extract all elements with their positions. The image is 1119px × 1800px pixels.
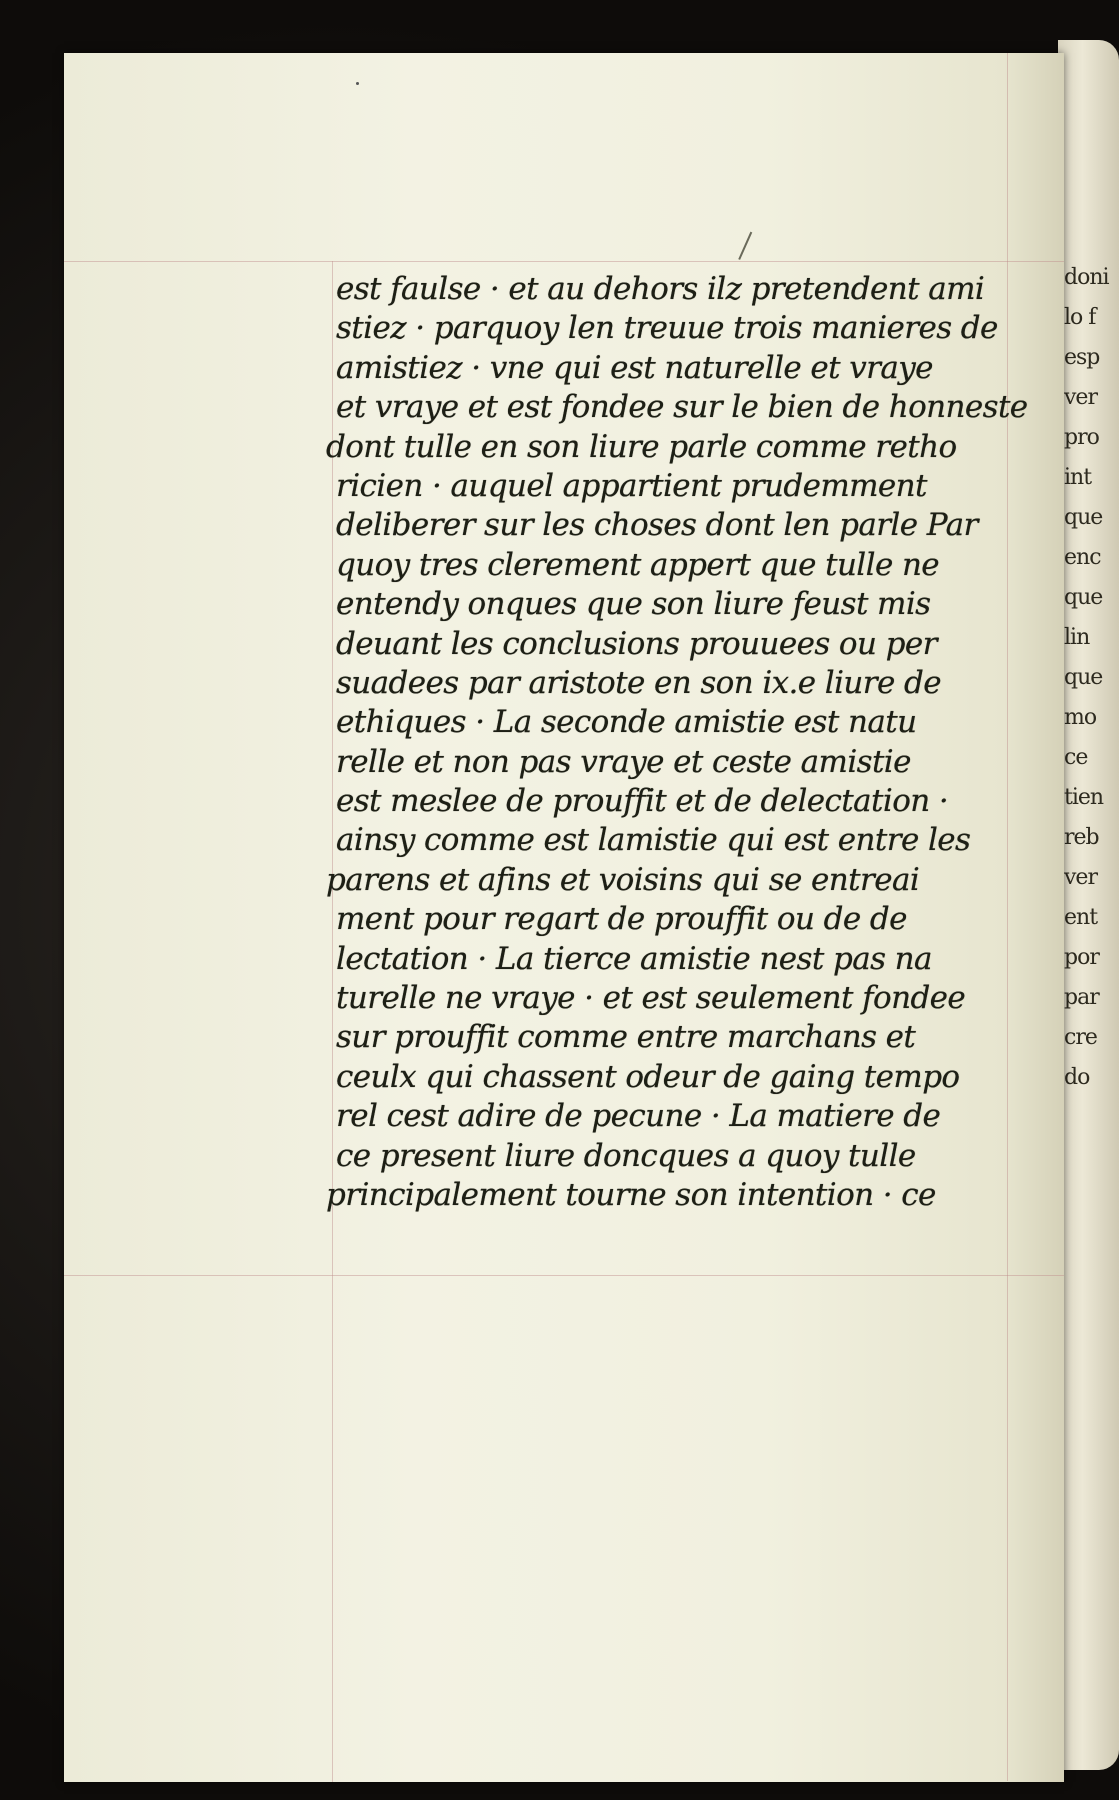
facing-page-fragment: por xyxy=(1064,945,1099,970)
facing-page-fragment: pro xyxy=(1064,425,1099,450)
manuscript-line: deuant les conclusions prouuees ou per xyxy=(336,625,937,662)
facing-page-fragment: mo xyxy=(1064,705,1097,730)
manuscript-line: suadees par aristote en son ix.e liure de xyxy=(336,664,941,701)
manuscript-line: est meslee de prouffit et de delectation · xyxy=(336,783,949,820)
manuscript-line: ment pour regart de prouffit ou de de xyxy=(336,901,907,938)
ruling-line-left xyxy=(332,261,333,1782)
manuscript-line: ceulx qui chassent odeur de gaing tempo xyxy=(336,1058,960,1095)
manuscript-line: sur prouffit comme entre marchans et xyxy=(336,1019,916,1056)
facing-page-fragment: int xyxy=(1064,465,1092,490)
facing-page-fragment: ver xyxy=(1064,385,1097,410)
facing-page-fragment: que xyxy=(1064,585,1103,610)
facing-page-fragment: que xyxy=(1064,505,1103,530)
facing-page-edge xyxy=(1058,40,1119,1770)
manuscript-line: entendy onques que son liure feust mis xyxy=(336,586,931,623)
manuscript-line: ainsy comme est lamistie qui est entre les xyxy=(336,822,971,859)
manuscript-line: stiez · parquoy len treuue trois manieres de xyxy=(336,310,998,347)
manuscript-line: et vraye et est fondee sur le bien de honneste xyxy=(336,389,1028,426)
manuscript-line: dont tulle en son liure parle comme retho xyxy=(326,428,957,465)
facing-page-fragment: tien xyxy=(1064,785,1104,810)
facing-page-fragment: ce xyxy=(1064,745,1088,770)
facing-page-fragment: do xyxy=(1064,1065,1090,1090)
facing-page-fragment: que xyxy=(1064,665,1103,690)
manuscript-line: ricien · auquel appartient prudemment xyxy=(336,467,927,504)
manuscript-line: relle et non pas vraye et ceste amistie xyxy=(336,743,911,780)
ruling-line-top xyxy=(64,261,1064,262)
facing-page-fragment: par xyxy=(1064,985,1099,1010)
manuscript-line: lectation · La tierce amistie nest pas na xyxy=(336,940,932,977)
facing-page-fragment: reb xyxy=(1064,825,1099,850)
manuscript-line: quoy tres clerement appert que tulle ne xyxy=(336,546,940,583)
facing-page-fragment: doni xyxy=(1064,265,1109,290)
manuscript-line: parens et afins et voisins qui se entreai xyxy=(326,861,920,898)
manuscript-line: principalement tourne son intention · ce xyxy=(326,1176,936,1213)
manuscript-line: amistiez · vne qui est naturelle et vraye xyxy=(336,349,933,386)
manuscript-line: rel cest adire de pecune · La matiere de xyxy=(336,1098,941,1135)
manuscript-line: ethiques · La seconde amistie est natu xyxy=(336,704,917,741)
facing-page-fragment: enc xyxy=(1064,545,1101,570)
ruling-line-right-top xyxy=(1007,53,1008,261)
facing-page-fragment: ver xyxy=(1064,865,1097,890)
manuscript-line: deliberer sur les choses dont len parle Par xyxy=(336,507,978,544)
facing-page-fragment: esp xyxy=(1064,345,1100,370)
facing-page-fragment: lin xyxy=(1064,625,1090,650)
manuscript-line: est faulse · et au dehors ilz pretendent ami xyxy=(336,271,985,307)
ruling-line-bottom xyxy=(64,1275,1064,1276)
manuscript-text xyxy=(326,270,1028,1215)
manuscript-line: turelle ne vraye · et est seulement fondee xyxy=(336,980,966,1017)
facing-page-fragment: ent xyxy=(1064,905,1098,930)
page-speck xyxy=(356,82,359,85)
facing-page-fragment: lo f xyxy=(1064,305,1096,330)
facing-page-fragment: cre xyxy=(1064,1025,1097,1050)
manuscript-line: ce present liure doncques a quoy tulle xyxy=(336,1137,916,1174)
